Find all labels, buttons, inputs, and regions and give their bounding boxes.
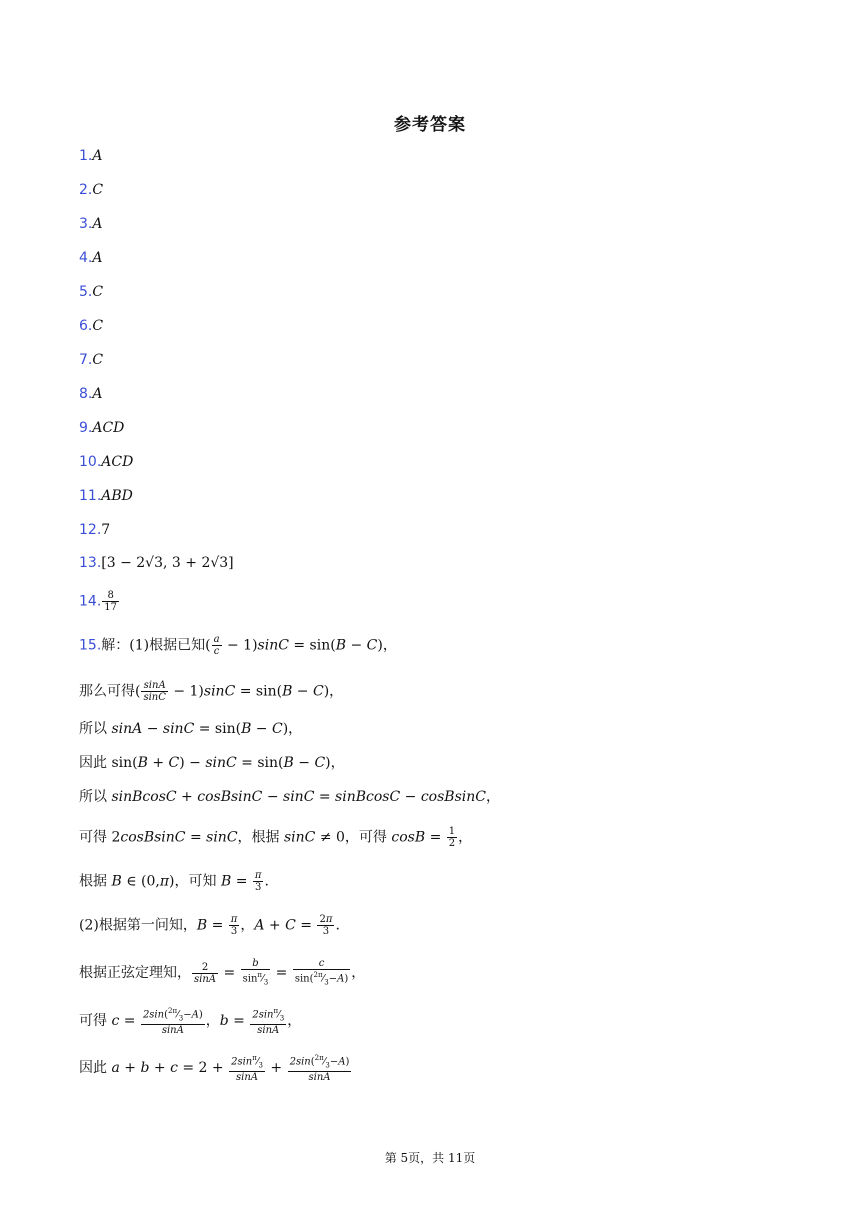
solution-line-3: 所以 sinA − sinC = sin(B − C)，	[79, 721, 303, 737]
answer-value: [3 − 2√3, 3 + 2√3]	[101, 555, 234, 571]
question-number: 11.	[79, 488, 102, 504]
answer-item	[79, 214, 102, 234]
question-number: 2.	[79, 182, 93, 198]
question-number: 7.	[79, 352, 93, 368]
question-number: 12.	[79, 522, 102, 538]
answer-item	[79, 486, 133, 506]
solution-line-8: (2)根据第一问知，B = $\frac{\pi}{3}$ ，A + C = $\frac{2\pi}{3}$ .	[79, 914, 340, 937]
question-number: 5.	[79, 284, 93, 300]
solution-line-6: 可得 2cosBsinC = sinC，根据 sinC ≠ 0，可得 cosB = $\frac{1}{2}$ ，	[79, 826, 473, 849]
question-number: 8.	[79, 386, 93, 402]
answer-item	[79, 452, 133, 472]
question-number: 6.	[79, 318, 93, 334]
answer-item	[79, 282, 103, 302]
solution-line-4: 因此 sin(B + C) − sinC = sin(B − C)，	[79, 755, 345, 771]
answer-item	[79, 553, 234, 573]
answer-value: A	[92, 386, 103, 402]
question-number: 3.	[79, 216, 93, 232]
answer-value: 7	[101, 522, 111, 538]
question-number: 4.	[79, 250, 93, 266]
question-number: 10.	[79, 454, 102, 470]
answer-value: C	[92, 318, 104, 334]
answer-value: A	[92, 250, 103, 266]
answer-item	[79, 418, 124, 438]
answer-item	[79, 316, 103, 336]
question-number: 9.	[79, 420, 93, 436]
answer-item	[79, 180, 103, 200]
answer-value: A	[92, 148, 103, 164]
solution-line-1: 15.解：(1)根据已知( $\frac{a}{c}$ − 1)sinC = sin(B − C)，	[79, 634, 397, 657]
page-footer: 第 5页，共 11页	[384, 1151, 476, 1165]
question-number: 13.	[79, 555, 102, 571]
answer-value: C	[92, 284, 104, 300]
answer-value: A	[92, 216, 103, 232]
solution-line-5: 所以 sinBcosC + cosBsinC − sinC = sinBcosC − cosBsinC，	[79, 789, 500, 805]
answer-item	[79, 146, 102, 166]
question-number: 1.	[79, 148, 93, 164]
solution-line-11: 因此 a + b + c = 2 + $\frac{2\sin^\pi⁄_3}{\sin A}$ + $\frac{2\sin(^{2\pi}⁄_3-A)}{\sin A}$	[79, 1054, 350, 1084]
solution-line-7: 根据 B ∈ (0,π)，可知 B = $\frac{\pi}{3}$ .	[79, 870, 269, 893]
answer-item	[79, 350, 103, 370]
answer-value: C	[92, 352, 104, 368]
solution-line-10: 可得 c = $\frac{2\sin(^{2\pi}⁄_3-A)}{\sin A}$ ，b = $\frac{2\sin^\pi⁄_3}{\sin A}$ ，	[79, 1007, 302, 1037]
answer-value: C	[92, 182, 104, 198]
answer-item	[79, 248, 102, 268]
answer-value: ABD	[101, 488, 133, 504]
answer-item	[79, 384, 102, 404]
question-number: 14.	[79, 593, 102, 610]
answer-item	[79, 520, 110, 540]
answer-fraction: $\frac{8}{17}$	[104, 590, 117, 613]
answer-value: ACD	[101, 454, 134, 470]
solution-line-2: 那么可得( $\frac{\sin A}{\sin C}$ − 1)sinC = sin(B − C)，	[79, 680, 344, 703]
solution-line-9: 根据正弦定理知， $\frac{2}{\sin A}$ = $\frac{b}{\sin^\pi⁄_3}$ = $\frac{c}{\sin(^{2\pi}⁄_3-A)}$ ，	[79, 958, 366, 987]
answer-item	[79, 590, 120, 613]
answer-value: ACD	[92, 420, 125, 436]
page-title: 参考答案	[394, 115, 466, 135]
question-number: 15.	[79, 637, 102, 654]
